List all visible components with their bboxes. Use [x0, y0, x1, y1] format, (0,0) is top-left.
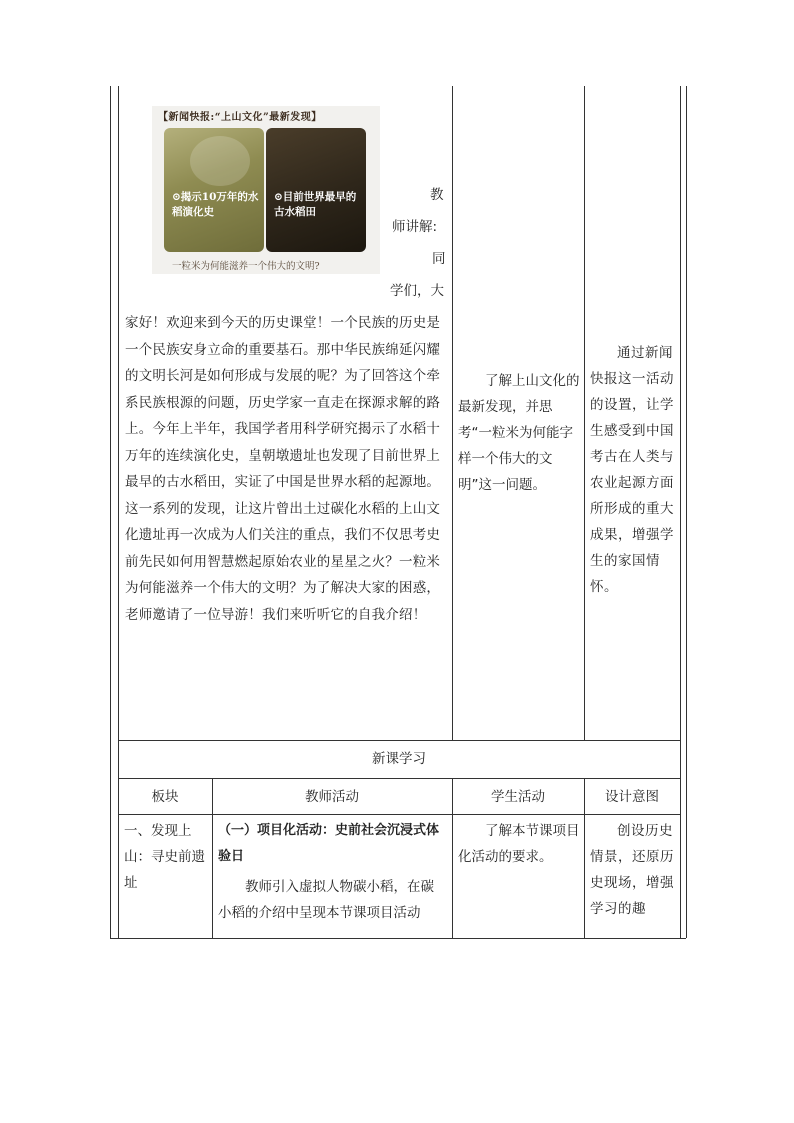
- news-footer: 一粒米为何能滋养一个伟大的文明?: [172, 261, 320, 272]
- card1-text: ⊙揭示10万年的水稻演化史: [172, 191, 259, 218]
- wrap-line-1: 教: [430, 187, 444, 203]
- table-left-border: [118, 86, 119, 938]
- table-left-outer-border: [110, 86, 111, 938]
- table-col-divider-1: [452, 86, 453, 740]
- table-col-divider-2: [584, 86, 585, 740]
- row1-block: 一、发现上山：寻史前遗址: [124, 823, 205, 891]
- header-design-intent: 设计意图: [605, 789, 659, 805]
- table-right-border: [680, 86, 681, 938]
- card2-text: ⊙目前世界最早的古水稻田: [274, 191, 357, 218]
- table-bottom-line: [110, 938, 686, 939]
- table-row-line-section: [118, 740, 680, 741]
- row1-teacher-body: 教师引入虚拟人物碳小稻，在碳小稻的介绍中呈现本节课项目活动: [218, 879, 434, 921]
- wrap-line-3: 同: [432, 251, 446, 267]
- section-title: 新课学习: [372, 751, 426, 767]
- header-student-activity: 学生活动: [491, 789, 545, 805]
- news-card-ancient-paddy: [266, 128, 366, 252]
- row1-teacher-title: （一）项目化活动：史前社会沉浸式体验日: [218, 823, 440, 864]
- news-flash-image: [152, 106, 380, 274]
- table-row-line-row1: [118, 814, 680, 815]
- news-header: 【新闻快报:“上山文化”最新发现】: [158, 112, 322, 123]
- news-card-rice-evolution: [164, 128, 264, 252]
- row1-design-intent: 创设历史情景，还原历史现场，增强学习的趣: [590, 823, 674, 917]
- teacher-explanation: 家好！欢迎来到今天的历史课堂！一个民族的历史是一个民族安身立命的重要基石。那中华民族绵延闪耀的文明长河是如何形成与发展的呢？为了回答这个牵系民族根源的问题，历史学家一直走在探源求解的路上。今年上半年，我国学者用科学研究揭示了水稻十万年的连续演化史，皇朝墩遗址也发现了目前世界上最早的古水稻田，实证了中国是世界水稻的起源地。这一系列的发现，让这片曾出土过碳化水稻的上山文化遗址再一次成为人们关注的重点，我们不仅思考史前先民如何用智慧燃起原始农业的星星之火？一粒米为何能滋养一个伟大的文明？为了解决大家的困惑，老师邀请了一位导游！我们来听听它的自我介绍！: [125, 315, 441, 623]
- row1-student-activity: 了解本节课项目化活动的要求。: [458, 823, 580, 865]
- header-block: 板块: [151, 789, 179, 805]
- table-right-outer-border: [686, 86, 687, 938]
- header-teacher-activity: 教师活动: [305, 789, 359, 805]
- table-row-line-header: [118, 778, 680, 779]
- wrap-line-2: 师讲解:: [392, 219, 438, 235]
- card-decoration: [190, 136, 250, 186]
- intro-student-activity: 了解上山文化的最新发现，并思考“一粒米为何能字样一个伟大的文明”这一问题。: [458, 373, 580, 493]
- wrap-line-4: 学们，大: [390, 283, 444, 299]
- intro-design-intent: 通过新闻快报这一活动的设置，让学生感受到中国考古在人类与农业起源方面所形成的重大成果，增强学生的家国情怀。: [590, 345, 674, 595]
